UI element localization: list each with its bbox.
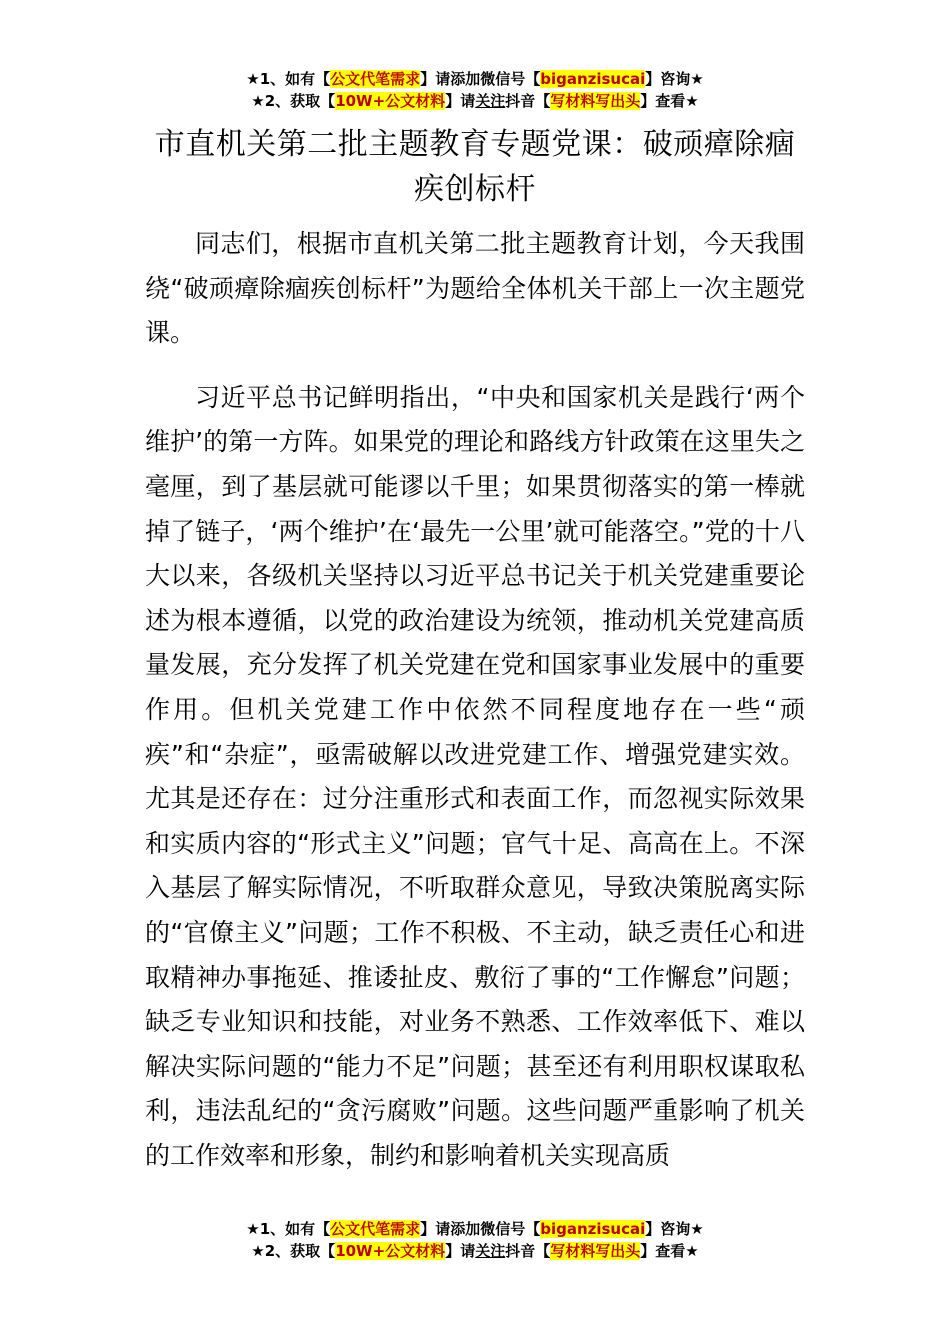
underlined-text: 关注 — [475, 92, 506, 110]
notice-line-1 — [0, 1218, 950, 1240]
notice-text: ★1、如有【 — [246, 70, 331, 88]
highlighted-text: 10W+公文材料 — [335, 92, 446, 110]
document-body — [145, 222, 805, 1178]
notice-text: 】请 — [445, 1242, 476, 1260]
notice-text: 】查看★ — [640, 92, 699, 110]
douyin-account: 写材料写出头 — [550, 92, 641, 110]
paragraph: 同志们，根据市直机关第二批主题教育计划，今天我围绕“破顽瘴除痼疾创标杆”为题给全体机关干部上一次主题党课。 — [145, 229, 805, 348]
highlighted-text: 公文代笔需求 — [330, 70, 421, 88]
notice-text: 抖音【 — [505, 1242, 551, 1260]
notice-text: 】请添加微信号【 — [420, 70, 541, 88]
notice-text: 】查看★ — [640, 1242, 699, 1260]
notice-text: ★2、获取【 — [251, 92, 336, 110]
notice-text: 】请添加微信号【 — [420, 1220, 541, 1238]
footer-notice — [0, 1218, 950, 1262]
notice-text: ★1、如有【 — [246, 1220, 331, 1238]
header-notice — [0, 68, 950, 112]
notice-text: 】咨询★ — [645, 1220, 704, 1238]
document-title: 市直机关第二批主题教育专题党课：破顽瘴除痼疾创标杆 — [154, 127, 796, 207]
highlighted-text: 10W+公文材料 — [335, 1242, 446, 1260]
wechat-id: biganzisucai — [540, 1220, 646, 1238]
douyin-account: 写材料写出头 — [550, 1242, 641, 1260]
notice-text: 抖音【 — [505, 92, 551, 110]
paragraph: 习近平总书记鲜明指出，“中央和国家机关是践行‘两个维护’的第一方阵。如果党的理论和路线方针政策在这里失之毫厘，到了基层就可能谬以千里；如果贯彻落实的第一棒就掉了链子，‘两个维护’在‘最先一公里’就可能落空。”党的十八大以来，各级机关坚持以习近平总书记关于机关党建重要论述为根本遵循，以党的政治建设为统领，推动机关党建高质量发展，充分发挥了机关党建在党和国家事业发展中的重要作用。但机关党建工作中依然不同程度地存在一些“顽疾”和“杂症”，亟需破解以改进党建工作、增强党建实效。尤其是还存在：过分注重形式和表面工作，而忽视实际效果和实质内容的“形式主义”问题；官气十足、高高在上。不深入基层了解实际情况，不听取群众意见，导致决策脱离实际的“官僚主义”问题；工作不积极、不主动，缺乏责任心和进取精神办事拖延、推诿扯皮、敷衍了事的“工作懈怠”问题；缺乏专业知识和技能，对业务不熟悉、工作效率低下、难以解决实际问题的“能力不足”问题；甚至还有利用职权谋取私利，违法乱纪的“贪污腐败”问题。这些问题严重影响了机关的工作效率和形象，制约和影响着机关实现高质 — [145, 382, 805, 1170]
notice-text: ★2、获取【 — [251, 1242, 336, 1260]
notice-text: 】请 — [445, 92, 476, 110]
notice-line-2 — [0, 90, 950, 112]
highlighted-text: 公文代笔需求 — [330, 1220, 421, 1238]
notice-line-2 — [0, 1240, 950, 1262]
wechat-id: biganzisucai — [540, 70, 646, 88]
notice-line-1 — [0, 68, 950, 90]
notice-text: 】咨询★ — [645, 70, 704, 88]
underlined-text: 关注 — [475, 1242, 506, 1260]
